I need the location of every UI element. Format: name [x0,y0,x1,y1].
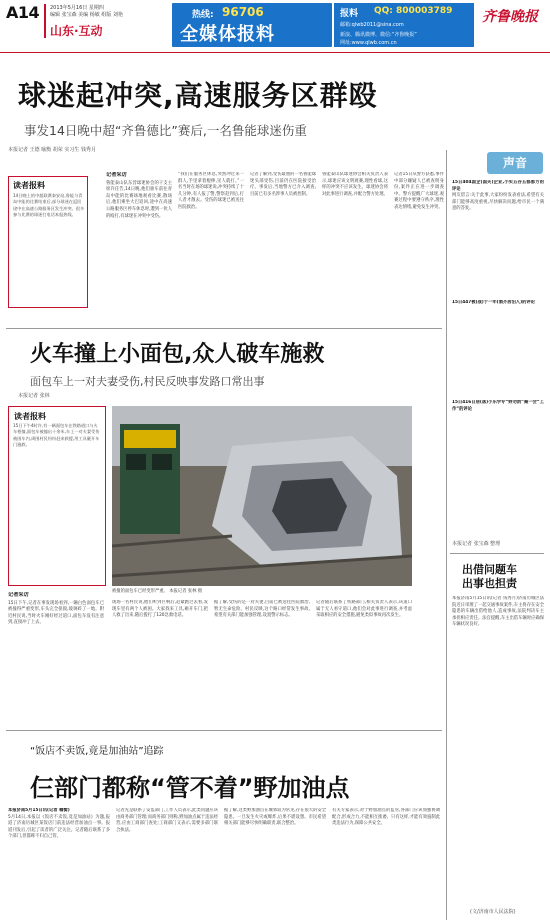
brand-logo: 齐鲁晚报 [482,9,538,25]
story1-column-2: “我们在服务区休息,突然冲过来一群人,手里拿着棍棒,见人就打。”一名当时在场的球迷说,冲突持续了十几分钟,有人报了警,警察赶到后,打人者才散去。受伤的球迷已被送往医院救治。 [178,172,244,210]
story2-kicker: 记者采访 [8,592,29,598]
rail-item-2 [452,300,544,360]
story1-column-1 [106,172,172,322]
report-banner [334,3,474,47]
story1-column-3: 记者了解到,受伤最重的一名鲁能球迷头部受伤,目前仍在医院接受治疗。事发后,当地警方已介入调查,目前已有多名涉事人员被控制。 [250,172,316,197]
hotline-label: 热线: [192,10,214,20]
editor-line: 编辑 张宝森 美编 杨敏 组版 刘艳 [50,12,123,18]
rail-divider-2 [450,553,544,554]
story1-subhead: 事发14日晚中超“齐鲁德比”赛后,一名鲁能球迷伤重 [24,123,307,138]
story2-column-3: 据了解,受伤的是一对夫妻,目前已被送往医院救治,暂无生命危险。村民反映,这个路口经常发生事故,希望有关部门能加强管理,设置警示标志。 [214,600,310,619]
accident-photo [112,406,412,586]
rail-credit-2: (文/济南市人民法院) [470,909,516,915]
rail-item-3 [452,400,544,480]
reader-tip-title: 读者报料 [14,412,46,421]
story2-column-1 [8,592,104,722]
story3-headline: 仨部门都称“管不着”野加油点 [30,774,350,802]
hotline-number: 96706 [222,5,264,19]
rail-body: 本报济南5月15日讯(记者 钱秀月)济南历城区法院近日审理了一起交通事故案件,车主将存在安全隐患的车辆出借给他人,造成事故,法院判决车主承担相应责任。法官提醒,车主出借车辆时应确保车辆状况良好。 [452,596,544,628]
story2-reader-tip [8,406,106,586]
reader-tip-body: 14日晚上的中超联赛泰安站,鲁能与青岛中能的比赛结束后,部分球迷在返回途中在高速公路服务区发生冲突。很多参与比赛的球迷打电话本报热线。 [13,193,85,218]
report-website: 网址:www.qlwb.com.cn [340,40,397,46]
story3-column-4: 有关专家表示,对于野加油点的监管,各部门应该加强协调配合,形成合力,不能相互推诿。只有这样,才能有效遏制此类违法行为,保障公共安全。 [332,808,440,827]
story3-column-3: 据了解,这类野加油点在城郊较为常见,存在很大的安全隐患。一旦发生火灾或爆炸,后果不堪设想。市民希望相关部门能够尽快明确职责,联合整治。 [224,808,326,827]
report-qq: QQ: 800003789 [374,6,453,16]
page-number: A14 [6,3,40,22]
rail-item-2-title: 15日447被(战)于一年(酒齐居泊人)的评论 [452,300,535,305]
story-divider-1 [6,328,442,329]
report-email: 邮箱:qlwb2011@sina.com [340,22,404,28]
date-line: 2013年5月16日 星期四 [50,5,104,11]
hotline-slogan: 全媒体报料 [180,24,275,45]
section-divider [44,4,46,38]
story1-reader-tip [8,176,88,308]
accident-photo-illustration [112,406,412,586]
story3-text-1: 5月14日,本报以《饭店不卖饭,竟是加油站》为题,报道了济南历城区某饭店门前违法经营加油点一事。报道刊发后,引起了读者的广泛关注。记者随后联系了多个部门,但都称不归自己管。 [8,814,110,840]
story1-column-4: 鲁能泰山队球迷协会相关负责人表示,球迷应该文明观赛,理性看球,这样的冲突不应该发生。球迷协会将对此事进行调查,并配合警方处理。 [322,172,388,197]
rail-headline: 出借问题车 出事也担责 [462,563,517,590]
story1-kicker: 记者采访 [106,172,127,178]
story1-column-5: 记者15日从警方获悉,事件中部分嫌疑人已被查明身份,案件正在进一步调查中。警方提醒广大球迷,观赛过程中要遵守秩序,理性表达情绪,避免发生冲突。 [394,172,444,210]
story-divider-2 [6,730,442,731]
report-weibo: 新浪、腾讯微博、微信:“齐鲁晚报” [340,32,417,38]
masthead-rule [0,52,550,53]
story1-credit: 本报记者 王德 喻衡 胡荣 实习生 钱秀月 [8,147,96,153]
story1-headline: 球迷起冲突,高速服务区群殴 [18,79,378,112]
rail-item-1-title: 15日404国企(国关)企业,小实五谷五都都方的评论 [452,180,544,192]
story3-column-2: 记者先是联系了安监部门,工作人员表示,此类问题应该由商务部门管理;而商务部门则称,野加油点属于违法经营,应由工商部门查处;工商部门又表示,需要多部门联合执法。 [116,808,218,833]
reader-tip-body: 15日下午4时许,有一辆面包车在铁路道口与火车相撞,面包车被撞出十余米,车上一对夫妻受伤被困车内,周围村民纷纷赶来救援,用工具砸开车门施救。 [13,423,100,448]
story3-column-1 [8,808,110,920]
rail-item-1-body: 网友留言:关于此事,大家纷纷发表看法,希望有关部门能够高度重视,尽快解决问题,给市民一个满意的答复。 [452,193,544,212]
rail-credit: 本报记者 张宝森 整理 [452,541,501,547]
report-label: 报料 [340,9,359,19]
hotline-banner [172,3,332,47]
story2-subhead: 面包车上一对夫妻受伤,村民反映事发路口常出事 [30,375,265,388]
rail-item-1 [452,180,544,240]
story1-text-1: 鲁能泰山队东营球迷协会的干支主席许任告,14日晚,他们驱车前往青岛中能的比赛场地观看比赛,散场后,他们乘坐大巴返回,途中在高速公路服务区停车休息时,遭到一伙人的殴打,有球迷在冲突中受伤。 [106,180,172,219]
rail-item-3-title: 15日416日居(落)小乐学专“野劝消”聚一会“工作”的评论 [452,400,544,412]
story2-headline: 火车撞上小面包,众人破车施救 [30,342,325,367]
story3-kicker: “饭店不卖饭,竟是加油站”追踪 [30,746,164,757]
section-title: 山东·互动 [50,24,103,38]
story3-credit: 本报济南5月15日讯(记者 喻衡) [8,808,70,813]
photo-caption: 被撞的面包车已经变形严重。 本报记者 张林 摄 [112,589,203,594]
reader-tip-title: 读者报料 [13,181,45,190]
rail-divider [446,150,447,920]
story2-text-1: 15日下午,记者在事发现场看到,一辆白色面包车已被撞得严重变形,车头完全损毁,玻璃碎了一地。附近村民说,当时火车刚好经过道口,面包车没有注意到,直接冲了上去。 [8,600,104,626]
story2-column-2: 现场一名村民说,他们听到巨响后,赶紧跑过去看,发现车里有两个人被困。大家找来工具,砸开车门,把人救了出来,随后拨打了120急救电话。 [112,600,208,619]
voice-badge: 声音 [487,152,543,174]
story2-column-4: 记者随后联系了铁路部门,相关负责人表示,该道口属于无人看守道口,他们会对此事进行调查,并考虑采取相应的安全措施,避免类似事故再次发生。 [316,600,412,619]
story2-credit: 本报记者 张林 [18,393,50,399]
